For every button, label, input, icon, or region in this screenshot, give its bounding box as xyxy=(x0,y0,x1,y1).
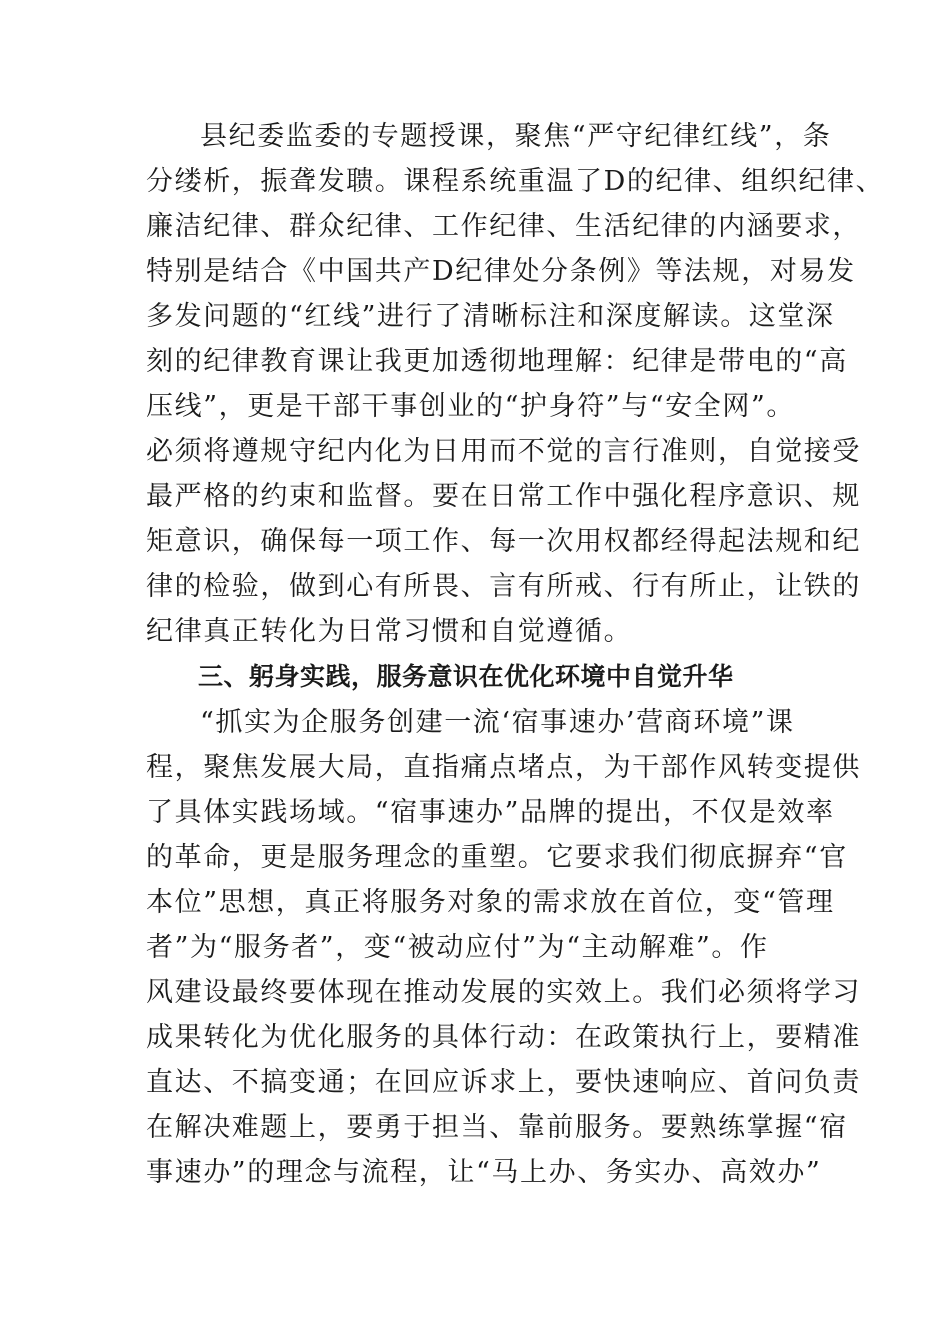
paragraph-line: 廉洁纪律、群众纪律、工作纪律、生活纪律的内涵要求， xyxy=(146,211,861,242)
paragraph-line: 刻的纪律教育课让我更加透彻地理解：纪律是带电的“高 xyxy=(146,346,848,377)
paragraph-line: 分缕析，振聋发聩。课程系统重温了D的纪律、组织纪律、 xyxy=(146,166,885,197)
paragraph-line: 特别是结合《中国共产D纪律处分条例》等法规，对易发 xyxy=(146,256,856,287)
paragraph-line: 成果转化为优化服务的具体行动：在政策执行上，要精准 xyxy=(146,1022,861,1053)
paragraph-line: 程，聚焦发展大局，直指痛点堵点，为干部作风转变提供 xyxy=(146,752,861,783)
paragraph-line: 多发问题的“红线”进行了清晰标注和深度解读。这堂深 xyxy=(146,301,835,332)
paragraph-line: 在解决难题上，要勇于担当、靠前服务。要熟练掌握“宿 xyxy=(146,1112,848,1143)
paragraph-line: 最严格的约束和监督。要在日常工作中强化程序意识、规 xyxy=(146,481,861,512)
paragraph-line: 律的检验，做到心有所畏、言有所戒、行有所止，让铁的 xyxy=(146,571,861,602)
paragraph-line: 矩意识，确保每一项工作、每一次用权都经得起法规和纪 xyxy=(146,526,861,557)
paragraph-line: 风建设最终要体现在推动发展的实效上。我们必须将学习 xyxy=(146,977,861,1008)
paragraph-line: 的革命，更是服务理念的重塑。它要求我们彻底摒弃“官 xyxy=(146,842,848,873)
document-body xyxy=(146,120,885,1188)
paragraph-line: 者”为“服务者”，变“被动应付”为“主动解难”。作 xyxy=(146,932,769,963)
paragraph-line: 事速办”的理念与流程，让“马上办、务实办、高效办” xyxy=(146,1157,822,1188)
paragraph-line: 本位”思想，真正将服务对象的需求放在首位，变“管理 xyxy=(146,887,835,918)
paragraph-line: 县纪委监委的专题授课，聚焦“严守纪律红线”，条 xyxy=(200,121,832,152)
section-heading: 三、躬身实践，服务意识在优化环境中自觉升华 xyxy=(198,662,734,691)
paragraph-line: 必须将遵规守纪内化为日用而不觉的言行准则，自觉接受 xyxy=(146,436,861,467)
paragraph-line: 纪律真正转化为日常习惯和自觉遵循。 xyxy=(146,616,633,647)
paragraph-line: 直达、不搞变通；在回应诉求上，要快速响应、首问负责 xyxy=(146,1067,861,1098)
paragraph-line: 压线”，更是干部干事创业的“护身符”与“安全网”。 xyxy=(146,391,796,422)
paragraph-line: 了具体实践场域。“宿事速办”品牌的提出，不仅是效率 xyxy=(146,797,835,828)
paragraph-line: “抓实为企服务创建一流‘宿事速办’营商环境”课 xyxy=(200,707,795,738)
